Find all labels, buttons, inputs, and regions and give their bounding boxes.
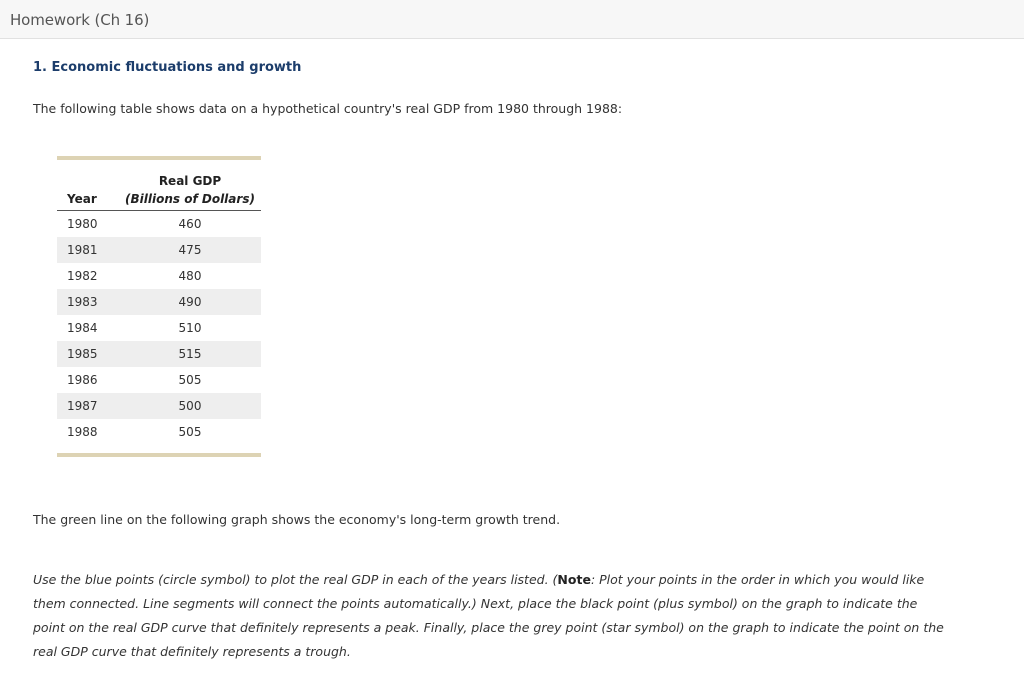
table-row bbox=[57, 263, 261, 289]
instructions-part2: : Plot your points in the order in which you would like them connected. Line segments will connect the points automatically.) Next, place the black point (plus symbol) on the graph to indicate the point on the real GDP curve that definitely represents a peak. Finally, place the grey point (star symbol) on the graph to indicate the point on the real GDP curve that definitely represents a trough. bbox=[33, 572, 944, 659]
gdp-cell: 460 bbox=[178, 217, 202, 231]
gdp-cell: 500 bbox=[119, 393, 261, 419]
gdp-cell: 480 bbox=[178, 269, 202, 283]
instructions-part1: Use the blue points (circle symbol) to plot the real GDP in each of the years listed. ( bbox=[33, 572, 558, 587]
table-header-spacer bbox=[57, 160, 119, 188]
page-title: Homework (Ch 16) bbox=[10, 11, 150, 29]
year-cell: 1988 bbox=[67, 425, 98, 439]
year-cell: 1987 bbox=[57, 393, 119, 419]
table-row bbox=[57, 237, 261, 263]
gdp-cell: 510 bbox=[178, 321, 202, 335]
gdp-cell: 505 bbox=[178, 373, 202, 387]
table-row bbox=[57, 341, 261, 367]
year-cell: 1980 bbox=[67, 217, 98, 231]
year-cell: 1986 bbox=[67, 373, 98, 387]
table-header-real-gdp: Real GDP bbox=[158, 174, 222, 188]
year-cell: 1981 bbox=[57, 237, 119, 263]
question-title: 1. Economic fluctuations and growth bbox=[33, 60, 302, 75]
table-row bbox=[57, 289, 261, 315]
gdp-cell: 490 bbox=[119, 289, 261, 315]
gdp-cell: 475 bbox=[119, 237, 261, 263]
table-bottom-rule bbox=[57, 453, 261, 457]
table-row bbox=[57, 393, 261, 419]
table-header-year: Year bbox=[57, 188, 119, 211]
gdp-table-container bbox=[57, 156, 261, 457]
gdp-table bbox=[57, 160, 261, 445]
table-row bbox=[57, 211, 261, 238]
table-row bbox=[57, 367, 261, 393]
year-cell: 1985 bbox=[57, 341, 119, 367]
note-label: Note bbox=[557, 572, 591, 587]
year-cell: 1982 bbox=[67, 269, 98, 283]
gdp-cell: 505 bbox=[178, 425, 202, 439]
table-row bbox=[57, 419, 261, 445]
question-intro: The following table shows data on a hypothetical country's real GDP from 1980 through 1988: bbox=[33, 101, 623, 116]
graph-instructions bbox=[33, 568, 953, 664]
year-cell: 1983 bbox=[57, 289, 119, 315]
table-header-units: (Billions of Dollars) bbox=[119, 188, 261, 211]
year-cell: 1984 bbox=[67, 321, 98, 335]
gdp-cell: 515 bbox=[119, 341, 261, 367]
trend-description: The green line on the following graph shows the economy's long-term growth trend. bbox=[33, 512, 561, 527]
table-body bbox=[57, 211, 261, 446]
top-bar bbox=[0, 0, 1024, 39]
table-row bbox=[57, 315, 261, 341]
